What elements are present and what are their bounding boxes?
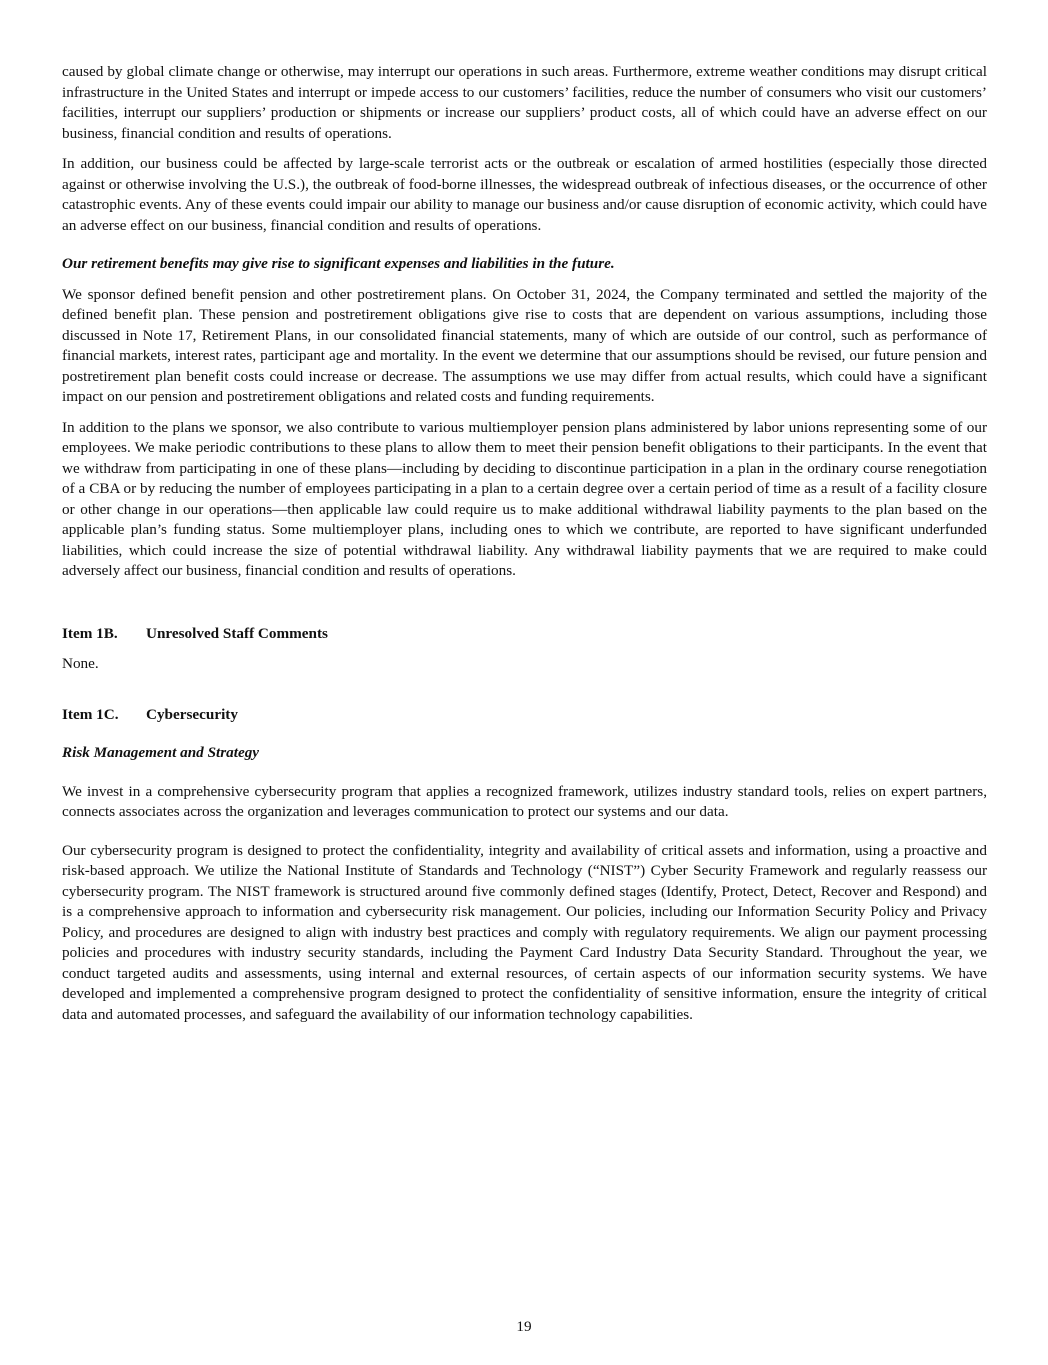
item-1b-title: Unresolved Staff Comments	[146, 624, 328, 642]
item-1c-number: Item 1C.	[62, 705, 119, 723]
paragraph-catastrophic-events: In addition, our business could be affected by large-scale terrorist acts or the outbreak or escalation of armed hostilities (especially those directed against or otherwise involving the U.S.), the outbreak of food-borne illnesses, the widespread outbreak of infectious diseases, or the occurrence of other catastrophic events. Any of these events could impair our ability to manage our business and/or cause disruption of economic activity, which could have an adverse effect on our business, financial condition and results of operations.	[62, 155, 987, 234]
paragraph-cybersecurity-program: Our cybersecurity program is designed to protect the confidentiality, integrity and availability of critical assets and information, using a proactive and risk-based approach. We utilize the National Institute of Standards and Technology (“NIST”) Cyber Security Framework and regularly reassess our cybersecurity program. The NIST framework is structured around five commonly defined stages (Identify, Protect, Detect, Recover and Respond) and is a comprehensive approach to information and cybersecurity risk management. Our policies, including our Information Security Policy and Privacy Policy, and procedures are designed to align with industry best practices and comply with regulatory requirements. We align our payment processing policies and procedures with industry security standards, including the Payment Card Industry Data Security Standard. Throughout the year, we conduct targeted audits and assessments, using internal and external resources, of certain aspects of our information security systems. We have developed and implemented a comprehensive program designed to protect the confidentiality of sensitive information, ensure the integrity of critical data and automated processes, and safeguard the availability of our information technology capabilities.	[62, 841, 987, 1023]
item-1b-body: None.	[62, 655, 99, 672]
document-page	[62, 62, 987, 1025]
paragraph-weather-risk: caused by global climate change or otherwise, may interrupt our operations in such areas. Furthermore, extreme weather conditions may disrupt critical infrastructure in the United States and interrupt or impede access to our customers’ facilities, reduce the number of consumers who visit our customers’ facilities, interrupt our suppliers’ production or shipments or increase our suppliers’ product costs, all of which could have an adverse effect on our business, financial condition and results of operations.	[62, 63, 987, 142]
risk-management-subheading: Risk Management and Strategy	[62, 744, 260, 761]
item-1b-heading	[62, 624, 987, 645]
retirement-benefits-heading: Our retirement benefits may give rise to significant expenses and liabilities in the future.	[62, 255, 615, 272]
paragraph-cybersecurity-investment: We invest in a comprehensive cybersecurity program that applies a recognized framework, utilizes industry standard tools, relies on expert partners, connects associates across the organization and leverages communication to protect our systems and our data.	[62, 782, 987, 820]
item-1b-number: Item 1B.	[62, 624, 118, 642]
item-1c-title: Cybersecurity	[146, 705, 238, 723]
page-number: 19	[516, 1318, 532, 1335]
paragraph-pension-plans: We sponsor defined benefit pension and other postretirement plans. On October 31, 2024, the Company terminated and settled the majority of the defined benefit plan. These pension and postretirement obligations give rise to costs that are dependent on various assumptions, including those discussed in Note 17, Retirement Plans, in our consolidated financial statements, many of which are outside of our control, such as performance of financial markets, interest rates, participant age and mortality. In the event we determine that our assumptions should be revised, our future pension and postretirement plan benefit costs could increase or decrease. The assumptions we use may differ from actual results, which could have a significant impact on our pension and postretirement obligations and related costs and funding requirements.	[62, 285, 987, 405]
item-1c-heading	[62, 705, 987, 726]
paragraph-multiemployer-plans: In addition to the plans we sponsor, we also contribute to various multiemployer pension plans administered by labor unions representing some of our employees. We make periodic contributions to these plans to allow them to meet their pension benefit obligations to their participants. In the event that we withdraw from participating in one of these plans—including by deciding to discontinue participation in a plan in the ordinary course renegotiation of a CBA or by reducing the number of employees participating in a plan to a certain degree over a certain period of time as a result of a facility closure or other change in our operations—then applicable law could require us to make additional withdrawal liability payments to the plan based on the applicable plan’s funding status. Some multiemployer plans, including ones to which we contribute, are reported to have significant underfunded liabilities, which could increase the size of potential withdrawal liability. Any withdrawal liability payments that we are required to make could adversely affect our business, financial condition and results of operations.	[62, 418, 987, 579]
